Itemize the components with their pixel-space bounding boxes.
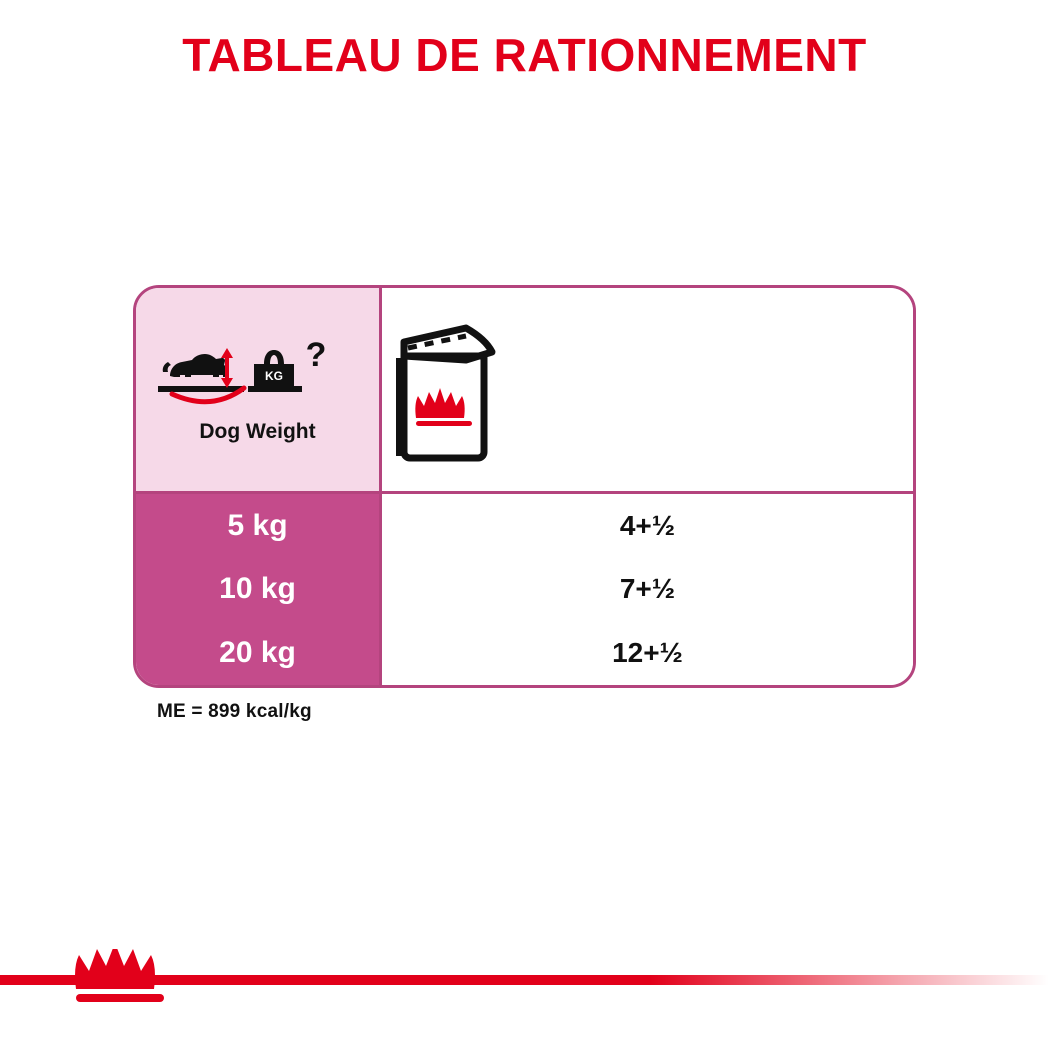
header-cell-portion [382, 288, 913, 494]
cell-portion: 12+½ [382, 621, 913, 685]
table-row [136, 621, 913, 685]
question-mark-glyph: ? [305, 335, 326, 374]
metabolizable-energy-footnote: ME = 899 kcal/kg [157, 701, 312, 722]
header-cell-dog-weight [136, 288, 382, 494]
cell-dog-weight: 5 kg [136, 494, 382, 558]
table-row [136, 494, 913, 558]
cell-portion: 4+½ [382, 494, 913, 558]
royal-canin-crown-icon [72, 949, 168, 1007]
table-header-row [136, 288, 913, 494]
cell-portion: 7+½ [382, 558, 913, 622]
cell-dog-weight: 10 kg [136, 558, 382, 622]
feeding-table [133, 285, 916, 688]
dog-weight-scale-icon [158, 336, 358, 408]
scale-badge-text: KG [264, 368, 283, 383]
royal-canin-pouch-icon [382, 314, 913, 466]
cell-dog-weight: 20 kg [136, 621, 382, 685]
table-row [136, 558, 913, 622]
page-title: TABLEAU DE RATIONNEMENT [182, 29, 867, 81]
header-label-dog-weight: Dog Weight [199, 419, 316, 443]
feeding-table-container [133, 285, 916, 688]
